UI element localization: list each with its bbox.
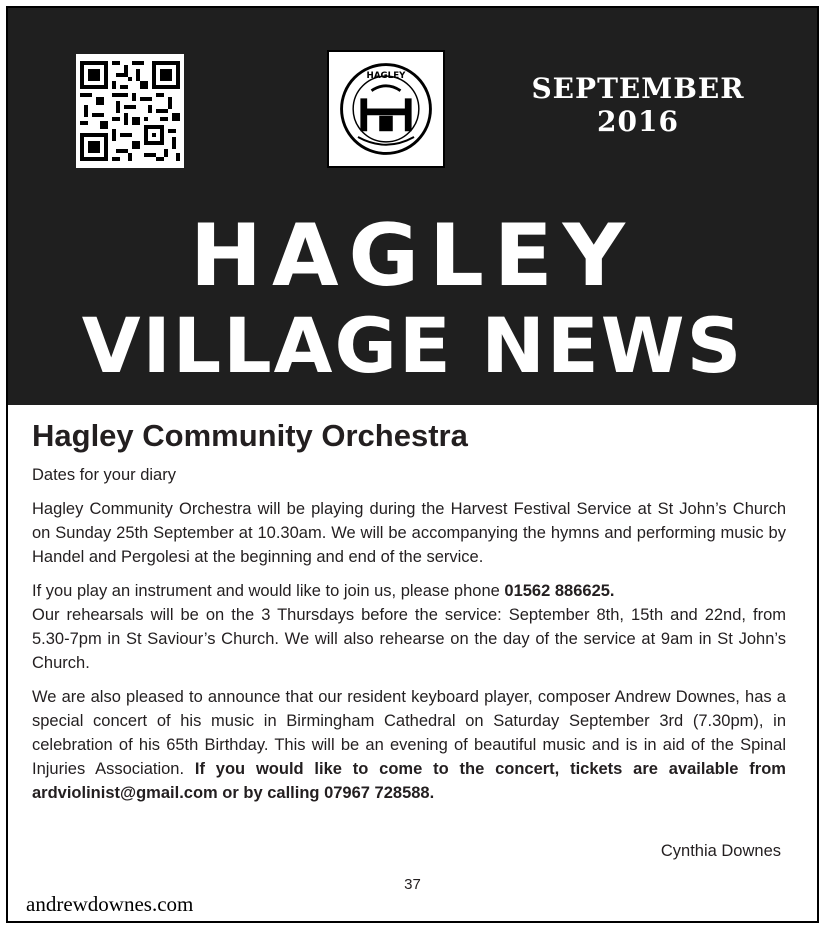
article-paragraph-2 — [32, 579, 786, 675]
newsletter-title-line1: HAGLEY — [190, 206, 635, 306]
page-number: 37 — [404, 876, 421, 893]
issue-date: SEPTEMBER 2016 — [531, 72, 745, 138]
masthead — [8, 8, 817, 405]
newsletter-page — [6, 6, 819, 923]
contact-phone: 01562 886625. — [504, 582, 615, 600]
site-url: andrewdownes.com — [26, 892, 194, 916]
paragraph-2-rest: Our rehearsals will be on the 3 Thursdays before the service: September 8th, 15th and 22nd, from 5.30-7pm in St Saviour’s Church. We will also rehearse on the day of the service at 9am in St John’s Church. — [32, 606, 786, 672]
article — [32, 418, 786, 815]
paragraph-3-text: We are also pleased to announce that our resident keyboard player, composer Andrew Downes, has a special concert of his music in Birmingham Cathedral on Saturday September 3rd (7.30pm), in celebration of his 65th Birthday. This will be an evening of beautiful music and is in aid of the Spinal Injuries Association. — [32, 688, 786, 778]
hagley-crest-logo — [327, 50, 445, 168]
qr-code-icon — [76, 54, 184, 168]
article-subheading: Dates for your diary — [32, 466, 176, 484]
article-heading: Hagley Community Orchestra — [32, 418, 468, 453]
article-paragraph-3 — [32, 685, 786, 805]
ticket-info: If you would like to come to the concert, tickets are available from ardviolinist@gmail.com or by calling 07967 728588. — [32, 760, 786, 802]
newsletter-title-line2: VILLAGE NEWS — [81, 301, 744, 390]
logo-text: HAGLEY — [366, 71, 406, 82]
paragraph-2-intro: If you play an instrument and would like to join us, please phone — [32, 582, 505, 600]
author-signature: Cynthia Downes — [660, 842, 781, 860]
article-paragraph-1: Hagley Community Orchestra will be playing during the Harvest Festival Service at St John’s Church on Sunday 25th September at 10.30am. We will be accompanying the hymns and performing music by Handel and Pergolesi at the beginning and end of the service. — [32, 500, 786, 566]
